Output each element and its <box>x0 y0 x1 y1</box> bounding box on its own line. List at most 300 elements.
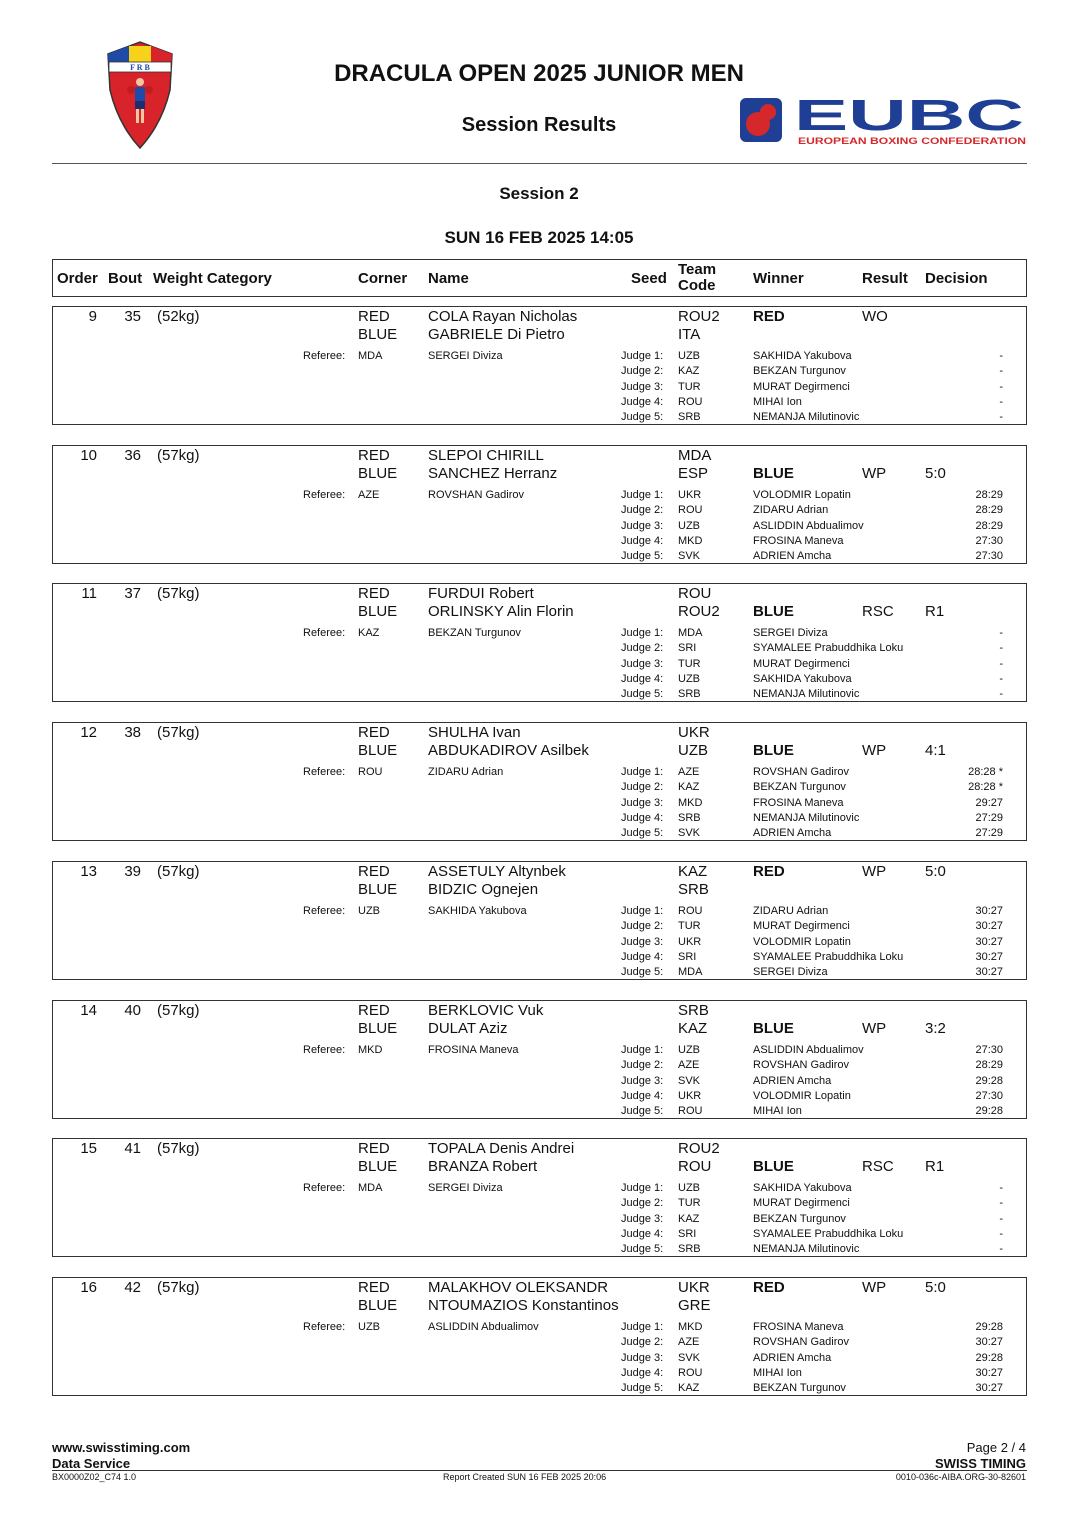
judge-noc: UKR <box>678 935 702 948</box>
judge-score: - <box>999 1182 1003 1194</box>
corner-red: RED <box>358 863 390 880</box>
bout-order: 10 <box>80 447 97 464</box>
decision: R1 <box>925 603 945 620</box>
page-subtitle: Session Results <box>461 114 617 136</box>
red-boxer-name: TOPALA Denis Andrei <box>428 1140 575 1157</box>
judge-label: Judge 5: <box>621 1105 664 1118</box>
judge-name: BEKZAN Turgunov <box>753 1212 846 1225</box>
judge-noc: ROU <box>678 905 703 917</box>
result: WP <box>862 1020 887 1037</box>
session-label: Session 2 <box>499 184 579 203</box>
judge-label: Judge 4: <box>621 1089 664 1102</box>
judge-name: FROSINA Maneva <box>753 1321 844 1333</box>
judge-score: 28:29 <box>975 1059 1003 1072</box>
judge-label: Judge 4: <box>621 811 664 824</box>
judge-noc: ROU <box>678 395 703 408</box>
referee-noc: AZE <box>358 489 380 501</box>
winner: RED <box>753 1279 785 1296</box>
judge-score: - <box>999 688 1003 701</box>
judge-name: ROVSHAN Gadirov <box>753 766 849 778</box>
judge-name: MURAT Degirmenci <box>753 380 850 393</box>
judge-score: - <box>999 1227 1003 1240</box>
referee-label: Referee: <box>303 766 346 778</box>
header-divider <box>52 163 1027 164</box>
judge-name: NEMANJA Milutinovic <box>753 411 860 424</box>
col-bout: Bout <box>108 270 143 287</box>
result: WP <box>862 742 887 759</box>
judge-name: FROSINA Maneva <box>753 796 844 809</box>
judge-noc: TUR <box>678 657 701 670</box>
judge-score: 29:28 <box>975 1351 1003 1364</box>
judge-noc: UZB <box>678 1182 700 1194</box>
judge-name: ROVSHAN Gadirov <box>753 1059 849 1072</box>
judge-name: BEKZAN Turgunov <box>753 781 846 794</box>
bout-order: 12 <box>80 724 97 741</box>
judge-score: - <box>999 350 1003 362</box>
corner-blue: BLUE <box>358 881 398 898</box>
footer-report-code: BX0000Z02_C74 1.0 <box>52 1472 137 1482</box>
blue-team-code: ROU2 <box>678 603 720 620</box>
judge-noc: AZE <box>678 1336 700 1349</box>
referee-noc: ROU <box>358 766 383 778</box>
judge-name: ASLIDDIN Abdualimov <box>753 519 864 532</box>
referee-name: SERGEI Diviza <box>428 350 503 362</box>
judge-score: 27:29 <box>975 827 1003 840</box>
blue-boxer-name: GABRIELE Di Pietro <box>428 326 565 343</box>
judge-noc: UZB <box>678 672 700 685</box>
judge-noc: MDA <box>678 627 703 639</box>
red-team-code: MDA <box>678 447 712 464</box>
judge-score: 27:30 <box>975 550 1003 563</box>
bout-order: 16 <box>80 1279 97 1296</box>
judge-score: 29:28 <box>975 1105 1003 1118</box>
footer-divider <box>52 1470 1027 1471</box>
winner: BLUE <box>753 742 794 759</box>
red-boxer-name: BERKLOVIC Vuk <box>428 1002 544 1019</box>
judge-score: - <box>999 672 1003 685</box>
judge-label: Judge 3: <box>621 380 664 393</box>
judge-label: Judge 4: <box>621 395 664 408</box>
judge-score: 30:27 <box>975 1382 1003 1395</box>
bout-weight: (57kg) <box>157 1002 200 1019</box>
red-boxer-name: SHULHA Ivan <box>428 724 521 741</box>
result: WP <box>862 465 887 482</box>
judge-name: ADRIEN Amcha <box>753 827 832 840</box>
corner-blue: BLUE <box>358 1020 398 1037</box>
referee-name: BEKZAN Turgunov <box>428 627 521 639</box>
judge-label: Judge 3: <box>621 935 664 948</box>
corner-red: RED <box>358 724 390 741</box>
bout-block <box>52 722 1027 841</box>
blue-boxer-name: SANCHEZ Herranz <box>428 465 558 482</box>
corner-red: RED <box>358 585 390 602</box>
judge-noc: AZE <box>678 766 700 778</box>
red-boxer-name: COLA Rayan Nicholas <box>428 308 578 325</box>
judge-noc: ROU <box>678 504 703 517</box>
judge-score: - <box>999 657 1003 670</box>
bout-number: 42 <box>124 1279 141 1296</box>
blue-team-code: ESP <box>678 465 709 482</box>
judge-score: 30:27 <box>975 920 1003 933</box>
red-boxer-name: FURDUI Robert <box>428 585 534 602</box>
judge-label: Judge 1: <box>621 489 664 501</box>
referee-name: SAKHIDA Yakubova <box>428 905 527 917</box>
col-weight-category: Weight Category <box>153 270 272 287</box>
judge-name: MURAT Degirmenci <box>753 920 850 933</box>
corner-red: RED <box>358 1002 390 1019</box>
referee-name: ASLIDDIN Abdualimov <box>428 1321 539 1333</box>
judge-label: Judge 1: <box>621 627 664 639</box>
judge-name: SERGEI Diviza <box>753 966 828 979</box>
judge-label: Judge 4: <box>621 950 664 963</box>
result: RSC <box>862 603 894 620</box>
judge-name: ZIDARU Adrian <box>753 504 829 517</box>
footer-data-service: Data Service <box>52 1456 131 1471</box>
judge-noc: MDA <box>678 966 703 979</box>
frb-letters: F R B <box>130 63 150 72</box>
judge-label: Judge 5: <box>621 411 664 424</box>
judge-label: Judge 2: <box>621 781 664 794</box>
judge-label: Judge 2: <box>621 365 664 378</box>
bout-block <box>52 583 1027 702</box>
corner-red: RED <box>358 1140 390 1157</box>
judge-score: 30:27 <box>975 1366 1003 1379</box>
judge-name: NEMANJA Milutinovic <box>753 1243 860 1256</box>
judge-noc: TUR <box>678 380 701 393</box>
corner-blue: BLUE <box>358 1297 398 1314</box>
judge-label: Judge 5: <box>621 1382 664 1395</box>
judge-noc: SRI <box>678 950 697 963</box>
judge-score: 28:28 * <box>968 766 1003 778</box>
judge-score: 30:27 <box>975 966 1003 979</box>
judge-noc: UZB <box>678 519 700 532</box>
corner-red: RED <box>358 308 390 325</box>
judge-label: Judge 4: <box>621 672 664 685</box>
judge-label: Judge 3: <box>621 796 664 809</box>
col-result: Result <box>862 270 908 287</box>
blue-boxer-name: DULAT Aziz <box>428 1020 508 1037</box>
footer-website: www.swisstiming.com <box>52 1440 191 1455</box>
bout-number: 38 <box>124 724 141 741</box>
judge-noc: SRB <box>678 688 701 701</box>
judge-noc: MKD <box>678 796 703 809</box>
judge-score: 27:29 <box>975 811 1003 824</box>
judge-name: FROSINA Maneva <box>753 534 844 547</box>
blue-boxer-name: NTOUMAZIOS Konstantinos <box>428 1297 619 1314</box>
referee-name: ROVSHAN Gadirov <box>428 489 524 501</box>
red-team-code: ROU <box>678 585 712 602</box>
judge-name: ROVSHAN Gadirov <box>753 1336 849 1349</box>
bout-weight: (57kg) <box>157 863 200 880</box>
judge-noc: KAZ <box>678 1382 700 1395</box>
col-name: Name <box>428 270 469 287</box>
judge-label: Judge 5: <box>621 688 664 701</box>
judge-score: 29:27 <box>975 796 1003 809</box>
referee-noc: MKD <box>358 1044 383 1056</box>
judge-label: Judge 1: <box>621 1182 664 1194</box>
judge-name: MIHAI Ion <box>753 395 802 408</box>
judge-name: SYAMALEE Prabuddhika Loku <box>753 1227 904 1240</box>
bout-weight: (57kg) <box>157 585 200 602</box>
decision: 4:1 <box>925 742 946 759</box>
judge-name: MURAT Degirmenci <box>753 657 850 670</box>
result: WO <box>862 308 888 325</box>
judge-score: - <box>999 380 1003 393</box>
judge-score: 30:27 <box>975 1336 1003 1349</box>
red-boxer-name: ASSETULY Altynbek <box>428 863 566 880</box>
referee-label: Referee: <box>303 350 346 362</box>
col-order: Order <box>57 270 98 287</box>
footer-reference: 0010-036c-AIBA.ORG-30-82601 <box>895 1472 1026 1482</box>
bout-block <box>52 1000 1027 1119</box>
judge-label: Judge 3: <box>621 1212 664 1225</box>
red-boxer-name: SLEPOI CHIRILL <box>428 447 544 464</box>
decision: R1 <box>925 1158 945 1175</box>
judge-name: ADRIEN Amcha <box>753 1351 832 1364</box>
judge-score: 27:30 <box>975 1044 1003 1056</box>
judge-name: NEMANJA Milutinovic <box>753 811 860 824</box>
bout-number: 39 <box>124 863 141 880</box>
judge-score: 28:29 <box>975 489 1003 501</box>
judge-score: - <box>999 1197 1003 1210</box>
referee-label: Referee: <box>303 489 346 501</box>
judge-score: - <box>999 365 1003 378</box>
judge-noc: TUR <box>678 1197 701 1210</box>
winner: BLUE <box>753 603 794 620</box>
col-winner: Winner <box>753 270 804 287</box>
judge-label: Judge 1: <box>621 1321 664 1333</box>
red-team-code: ROU2 <box>678 308 720 325</box>
judge-label: Judge 4: <box>621 1227 664 1240</box>
judge-label: Judge 5: <box>621 827 664 840</box>
judge-score: - <box>999 1243 1003 1256</box>
judge-label: Judge 1: <box>621 766 664 778</box>
judge-label: Judge 3: <box>621 1351 664 1364</box>
judge-noc: SVK <box>678 1074 701 1087</box>
judge-score: - <box>999 642 1003 655</box>
blue-boxer-name: ABDUKADIROV Asilbek <box>428 742 589 759</box>
judge-score: 27:30 <box>975 534 1003 547</box>
judge-noc: SVK <box>678 1351 701 1364</box>
judge-score: - <box>999 395 1003 408</box>
judge-noc: AZE <box>678 1059 700 1072</box>
bout-block <box>52 1138 1027 1257</box>
blue-team-code: GRE <box>678 1297 711 1314</box>
bout-weight: (52kg) <box>157 308 200 325</box>
referee-label: Referee: <box>303 1321 346 1333</box>
judge-noc: KAZ <box>678 365 700 378</box>
session-date: SUN 16 FEB 2025 14:05 <box>444 228 634 247</box>
referee-name: FROSINA Maneva <box>428 1044 519 1056</box>
judge-name: BEKZAN Turgunov <box>753 365 846 378</box>
bout-order: 11 <box>81 585 97 602</box>
judge-noc: SVK <box>678 550 701 563</box>
judge-noc: UKR <box>678 489 702 501</box>
footer-created: Report Created SUN 16 FEB 2025 20:06 <box>443 1472 607 1482</box>
red-team-code: ROU2 <box>678 1140 720 1157</box>
referee-noc: UZB <box>358 1321 380 1333</box>
judge-noc: SVK <box>678 827 701 840</box>
judge-name: SERGEI Diviza <box>753 627 828 639</box>
judge-name: VOLODMIR Lopatin <box>753 935 851 948</box>
judge-score: 29:28 <box>975 1321 1003 1333</box>
judge-label: Judge 2: <box>621 504 664 517</box>
blue-boxer-name: BRANZA Robert <box>428 1158 538 1175</box>
corner-blue: BLUE <box>358 742 398 759</box>
judge-noc: KAZ <box>678 781 700 794</box>
referee-label: Referee: <box>303 1044 346 1056</box>
judge-label: Judge 2: <box>621 1197 664 1210</box>
bout-number: 35 <box>124 308 141 325</box>
judge-label: Judge 3: <box>621 657 664 670</box>
blue-team-code: KAZ <box>678 1020 708 1037</box>
results-table-header <box>52 259 1027 297</box>
footer-page-number: Page 2 / 4 <box>966 1440 1026 1455</box>
red-team-code: KAZ <box>678 863 708 880</box>
judge-noc: ROU <box>678 1366 703 1379</box>
red-team-code: UKR <box>678 724 710 741</box>
judge-noc: MKD <box>678 1321 703 1333</box>
judge-noc: UZB <box>678 1044 700 1056</box>
bout-weight: (57kg) <box>157 1140 200 1157</box>
blue-team-code: SRB <box>678 881 709 898</box>
judge-name: SYAMALEE Prabuddhika Loku <box>753 642 904 655</box>
eubc-logo <box>738 94 1028 150</box>
judge-score: - <box>999 411 1003 424</box>
result: RSC <box>862 1158 894 1175</box>
judge-score: 28:28 * <box>968 781 1003 794</box>
corner-blue: BLUE <box>358 465 398 482</box>
judge-noc: UKR <box>678 1089 702 1102</box>
judge-score: 30:27 <box>975 950 1003 963</box>
judge-name: SYAMALEE Prabuddhika Loku <box>753 950 904 963</box>
judge-noc: KAZ <box>678 1212 700 1225</box>
red-team-code: UKR <box>678 1279 710 1296</box>
winner: BLUE <box>753 465 794 482</box>
blue-boxer-name: BIDZIC Ognejen <box>428 881 539 898</box>
col-team-line1: Team <box>678 261 717 278</box>
col-team-line2: Code <box>678 277 716 294</box>
referee-noc: MDA <box>358 1182 383 1194</box>
bout-block <box>52 1277 1027 1396</box>
result: WP <box>862 1279 887 1296</box>
judge-label: Judge 4: <box>621 1366 664 1379</box>
judge-score: 29:28 <box>975 1074 1003 1087</box>
page-title: DRACULA OPEN 2025 JUNIOR MEN <box>334 60 744 87</box>
decision: 5:0 <box>925 863 946 880</box>
judge-noc: SRI <box>678 1227 697 1240</box>
judge-noc: UZB <box>678 350 700 362</box>
judge-score: - <box>999 1212 1003 1225</box>
judge-label: Judge 2: <box>621 1336 664 1349</box>
judge-label: Judge 2: <box>621 920 664 933</box>
judge-noc: SRB <box>678 1243 701 1256</box>
winner: RED <box>753 863 785 880</box>
eubc-subtext: EUROPEAN BOXING CONFEDERATION <box>798 136 1026 146</box>
judge-score: 28:29 <box>975 504 1003 517</box>
judge-noc: SRB <box>678 411 701 424</box>
judge-name: ASLIDDIN Abdualimov <box>753 1044 864 1056</box>
bout-number: 40 <box>124 1002 141 1019</box>
blue-team-code: ITA <box>678 326 701 343</box>
judge-noc: TUR <box>678 920 701 933</box>
judge-noc: MKD <box>678 534 703 547</box>
judge-name: SAKHIDA Yakubova <box>753 350 852 362</box>
bout-order: 9 <box>88 308 97 325</box>
judge-name: MURAT Degirmenci <box>753 1197 850 1210</box>
judge-label: Judge 1: <box>621 1044 664 1056</box>
judge-noc: ROU <box>678 1105 703 1118</box>
judge-name: BEKZAN Turgunov <box>753 1382 846 1395</box>
corner-red: RED <box>358 1279 390 1296</box>
judge-name: MIHAI Ion <box>753 1366 802 1379</box>
judge-name: VOLODMIR Lopatin <box>753 1089 851 1102</box>
judge-name: VOLODMIR Lopatin <box>753 489 851 501</box>
winner: RED <box>753 308 785 325</box>
judge-label: Judge 5: <box>621 1243 664 1256</box>
corner-blue: BLUE <box>358 326 398 343</box>
referee-name: ZIDARU Adrian <box>428 766 504 778</box>
judge-name: ADRIEN Amcha <box>753 550 832 563</box>
decision: 5:0 <box>925 1279 946 1296</box>
judge-name: ADRIEN Amcha <box>753 1074 832 1087</box>
red-team-code: SRB <box>678 1002 709 1019</box>
blue-team-code: ROU <box>678 1158 712 1175</box>
eubc-wordmark: EUBC <box>794 94 1024 140</box>
referee-label: Referee: <box>303 627 346 639</box>
judge-name: MIHAI Ion <box>753 1105 802 1118</box>
judge-noc: SRB <box>678 811 701 824</box>
bout-order: 15 <box>80 1140 97 1157</box>
col-seed: Seed <box>631 270 667 287</box>
judge-label: Judge 5: <box>621 966 664 979</box>
bout-block <box>52 861 1027 980</box>
judge-label: Judge 2: <box>621 642 664 655</box>
blue-team-code: UZB <box>678 742 708 759</box>
bout-order: 13 <box>80 863 97 880</box>
judge-name: ZIDARU Adrian <box>753 905 829 917</box>
referee-label: Referee: <box>303 1182 346 1194</box>
judge-noc: SRI <box>678 642 697 655</box>
judge-label: Judge 2: <box>621 1059 664 1072</box>
winner: BLUE <box>753 1158 794 1175</box>
judge-name: NEMANJA Milutinovic <box>753 688 860 701</box>
bout-number: 36 <box>124 447 141 464</box>
col-decision: Decision <box>925 270 988 287</box>
referee-name: SERGEI Diviza <box>428 1182 503 1194</box>
blue-boxer-name: ORLINSKY Alin Florin <box>428 603 574 620</box>
decision: 3:2 <box>925 1020 946 1037</box>
corner-blue: BLUE <box>358 1158 398 1175</box>
red-boxer-name: MALAKHOV OLEKSANDR <box>428 1279 609 1296</box>
bout-weight: (57kg) <box>157 724 200 741</box>
bout-number: 37 <box>124 585 141 602</box>
judge-name: SAKHIDA Yakubova <box>753 672 852 685</box>
bout-weight: (57kg) <box>157 1279 200 1296</box>
judge-score: 30:27 <box>975 935 1003 948</box>
corner-blue: BLUE <box>358 603 398 620</box>
judge-score: - <box>999 627 1003 639</box>
bout-order: 14 <box>80 1002 97 1019</box>
col-team-code <box>678 262 716 294</box>
bout-block <box>52 306 1027 425</box>
decision: 5:0 <box>925 465 946 482</box>
referee-noc: MDA <box>358 350 383 362</box>
referee-label: Referee: <box>303 905 346 917</box>
bout-number: 41 <box>124 1140 141 1157</box>
judge-score: 30:27 <box>975 905 1003 917</box>
footer-brand: SWISS TIMING <box>935 1456 1026 1471</box>
